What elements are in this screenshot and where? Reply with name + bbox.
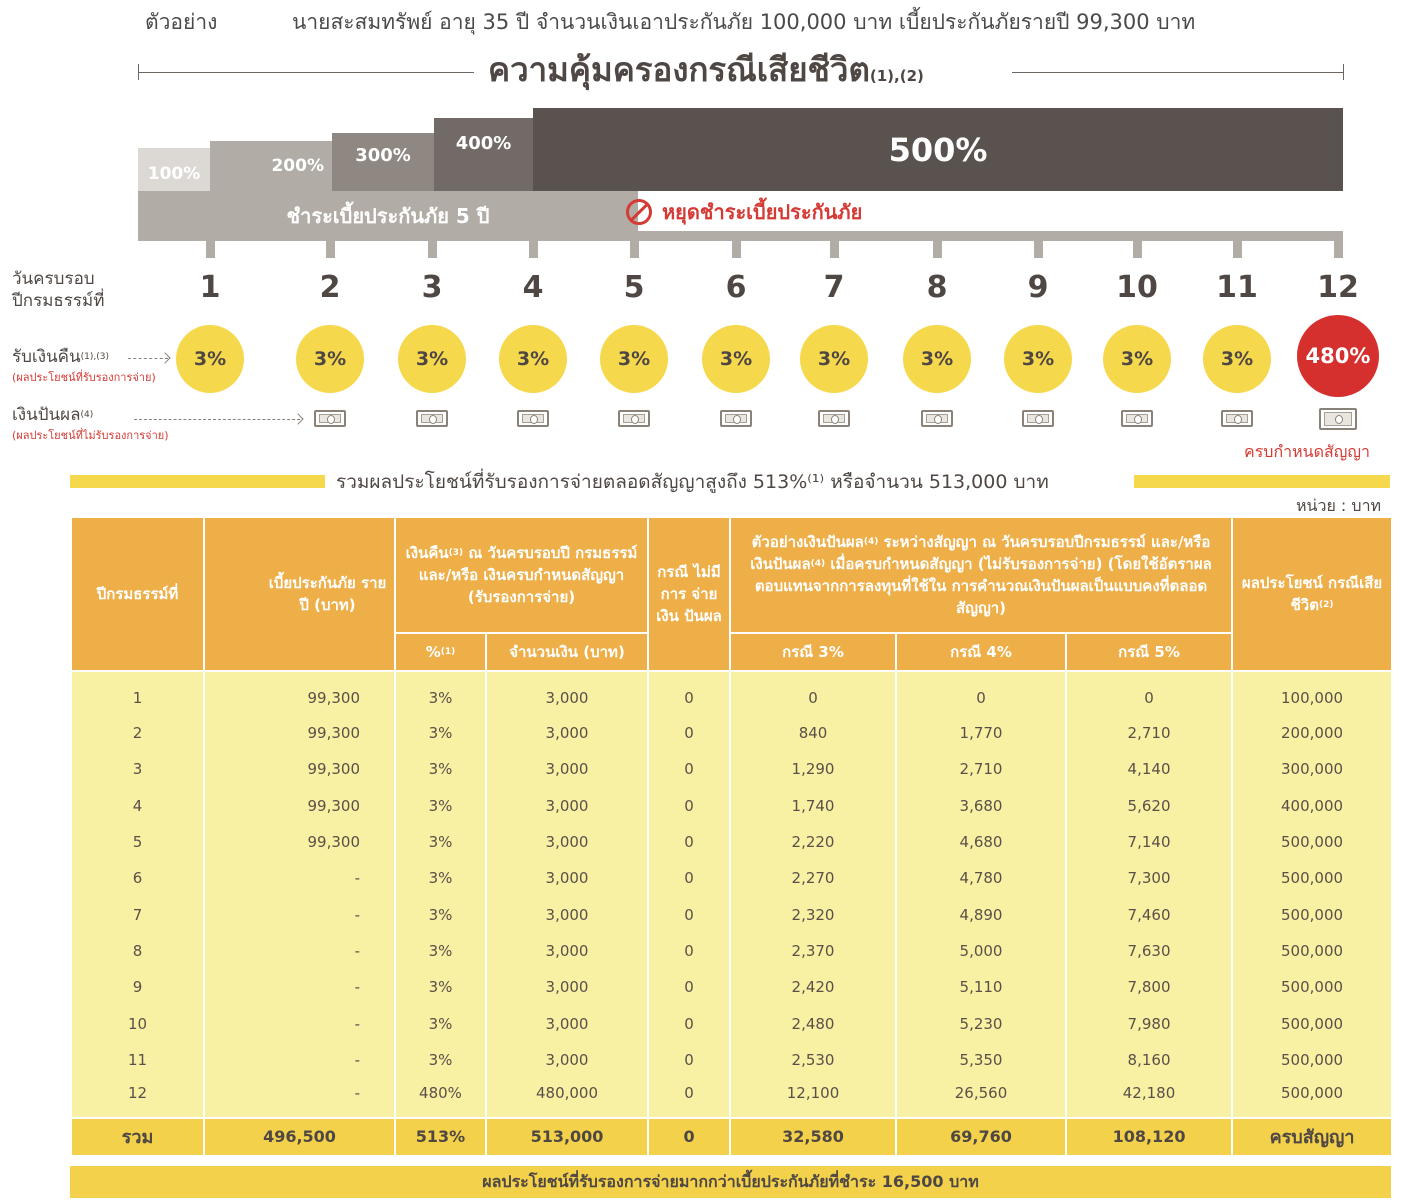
table-cell: 3,000 (486, 671, 648, 715)
table-cell: 7,630 (1066, 933, 1232, 969)
header-case-4: กรณี 4% (896, 633, 1066, 671)
banknote-icon (720, 410, 752, 427)
timeline-tick (830, 240, 839, 258)
table-cell: 500,000 (1232, 1005, 1392, 1041)
table-cell: 2 (71, 715, 204, 751)
table-cell: 2,530 (730, 1042, 896, 1078)
table-cell: 8,160 (1066, 1042, 1232, 1078)
table-cell: 1 (71, 671, 204, 715)
table-cell: - (204, 896, 395, 932)
header-no-dividend: กรณี ไม่มีการ จ่ายเงิน ปันผล (648, 517, 730, 671)
table-cell: 480% (395, 1078, 486, 1118)
table-cell: 2,480 (730, 1005, 896, 1041)
policy-year-number: 11 (1216, 270, 1258, 305)
table-cell: 3,000 (486, 860, 648, 896)
timeline-tick (428, 240, 437, 258)
cashback-coin: 3% (903, 325, 971, 393)
coverage-step-3: 300% (332, 133, 434, 191)
banknote-icon (618, 410, 650, 427)
coverage-step-5: 500% (533, 108, 1343, 191)
table-cell: 4,680 (896, 824, 1066, 860)
table-cell: 3% (395, 969, 486, 1005)
table-cell: 0 (648, 860, 730, 896)
table-cell: 0 (648, 1042, 730, 1078)
banknote-icon (1319, 408, 1357, 430)
banknote-icon (818, 410, 850, 427)
table-cell: 2,320 (730, 896, 896, 932)
cashback-coin: 3% (800, 325, 868, 393)
table-cell: 300,000 (1232, 751, 1392, 787)
total-cell: 108,120 (1066, 1118, 1232, 1156)
table-cell: 3,000 (486, 969, 648, 1005)
table-row (71, 824, 1392, 860)
table-cell: 1,740 (730, 788, 896, 824)
total-benefit-text: รวมผลประโยชน์ที่รับรองการจ่ายตลอดสัญญาสูงถึง 513%⁽¹⁾ หรือจำนวน 513,000 บาท (336, 471, 1049, 493)
timeline-tick (933, 240, 942, 258)
policy-year-number: 4 (522, 270, 544, 305)
table-cell: 7,800 (1066, 969, 1232, 1005)
table-cell: - (204, 860, 395, 896)
table-cell: 6 (71, 860, 204, 896)
table-cell: 5,110 (896, 969, 1066, 1005)
total-cell: 513,000 (486, 1118, 648, 1156)
policy-year-number: 10 (1116, 270, 1158, 305)
table-cell: 0 (648, 671, 730, 715)
banknote-icon (517, 410, 549, 427)
table-row (71, 751, 1392, 787)
timeline-tick (1233, 240, 1242, 258)
cashback-coin: 3% (296, 325, 364, 393)
timeline-tick (1034, 240, 1043, 258)
table-cell: 3,000 (486, 751, 648, 787)
table-cell: 0 (648, 933, 730, 969)
table-cell: 200,000 (1232, 715, 1392, 751)
table-cell: 3 (71, 751, 204, 787)
table-cell: 400,000 (1232, 788, 1392, 824)
table-cell: 3,000 (486, 824, 648, 860)
dividend-label: เงินปันผล$^{(4)}$ (ผลประโยชน์ที่ไม่รับรองการจ่าย) (12, 405, 169, 442)
table-cell: 12 (71, 1078, 204, 1118)
table-cell: 4,140 (1066, 751, 1232, 787)
table-cell: 12,100 (730, 1078, 896, 1118)
table-cell: 7 (71, 896, 204, 932)
timeline-tick (1133, 240, 1142, 258)
table-cell: 3% (395, 1042, 486, 1078)
table-cell: 8 (71, 933, 204, 969)
header-case-5: กรณี 5% (1066, 633, 1232, 671)
coverage-step-4: 400% (434, 118, 533, 191)
table-cell: 100,000 (1232, 671, 1392, 715)
header-policy-year: ปีกรมธรรม์ที่ (71, 517, 204, 671)
total-label: รวม (71, 1118, 204, 1156)
table-cell: 11 (71, 1042, 204, 1078)
policy-year-number: 12 (1317, 270, 1359, 305)
summary-bar-left (70, 475, 325, 488)
anniversary-label: วันครบรอบ ปีกรมธรรม์ที่ (12, 269, 105, 311)
table-row (71, 860, 1392, 896)
stop-payment-text: หยุดชำระเบี้ยประกันภัย (662, 200, 863, 224)
table-cell: - (204, 1005, 395, 1041)
table-cell: - (204, 969, 395, 1005)
header-amount: จำนวนเงิน (บาท) (486, 633, 648, 671)
table-row (71, 1005, 1392, 1041)
header-percent: %$^{(1)}$ (395, 633, 486, 671)
table-cell: 3% (395, 933, 486, 969)
total-cell: 32,580 (730, 1118, 896, 1156)
table-cell: 7,460 (1066, 896, 1232, 932)
total-cell: 69,760 (896, 1118, 1066, 1156)
table-body (71, 671, 1392, 1118)
total-cell: 513% (395, 1118, 486, 1156)
table-cell: 9 (71, 969, 204, 1005)
summary-bar-right (1134, 475, 1390, 488)
policy-year-number: 1 (199, 270, 221, 305)
cashback-coin: 3% (702, 325, 770, 393)
table-cell: 500,000 (1232, 933, 1392, 969)
table-cell: 3% (395, 824, 486, 860)
maturity-coin: 480% (1297, 315, 1379, 397)
title-tick-right (1343, 64, 1344, 80)
cashback-coin: 3% (176, 325, 244, 393)
total-cell: ครบสัญญา (1232, 1118, 1392, 1156)
table-cell: 0 (648, 896, 730, 932)
table-cell: - (204, 1042, 395, 1078)
premium-payment-bar: ชำระเบี้ยประกันภัย 5 ปี (138, 191, 638, 241)
table-cell: 1,290 (730, 751, 896, 787)
table-cell: 500,000 (1232, 969, 1392, 1005)
table-row (71, 715, 1392, 751)
table-cell: 3% (395, 751, 486, 787)
table-row (71, 896, 1392, 932)
table-cell: 7,300 (1066, 860, 1232, 896)
excess-benefit-note: ผลประโยชน์ที่รับรองการจ่ายมากกว่าเบี้ยประกันภัยที่ชำระ 16,500 บาท (70, 1166, 1391, 1198)
table-cell: 0 (896, 671, 1066, 715)
table-cell: 2,370 (730, 933, 896, 969)
table-total-row (71, 1118, 1392, 1156)
table-cell: 4,890 (896, 896, 1066, 932)
cashback-coin: 3% (1203, 325, 1271, 393)
dividend-arrow-line (134, 419, 300, 420)
header-dividend: ตัวอย่างเงินปันผล$^{(4)}$ ระหว่างสัญญา ณ วันครบรอบปีกรมธรรม์ และ/หรือเงินปันผล$^{(4)}$ เมื่อครบกำหนดสัญญา (ไม่รับรองการจ่าย) (โดยใช้อัตราผลตอบแทนจากการลงทุนที่ใช้ใน การคำนวณเงินปันผลเป็นแบบคงที่ตลอดสัญญา) (730, 517, 1232, 633)
table-row (71, 788, 1392, 824)
table-cell: 3% (395, 860, 486, 896)
table-cell: 0 (648, 824, 730, 860)
table-cell: 840 (730, 715, 896, 751)
table-cell: 26,560 (896, 1078, 1066, 1118)
table-cell: 4,780 (896, 860, 1066, 896)
cashback-coin: 3% (398, 325, 466, 393)
cashback-coin: 3% (1004, 325, 1072, 393)
table-cell: 3% (395, 671, 486, 715)
table-cell: 5,000 (896, 933, 1066, 969)
table-cell: 500,000 (1232, 1078, 1392, 1118)
header-premium: เบี้ยประกันภัย รายปี (บาท) (204, 517, 395, 671)
total-cell: 496,500 (204, 1118, 395, 1156)
table-cell: 3,000 (486, 896, 648, 932)
title-tick-left (138, 64, 139, 80)
table-cell: 5,620 (1066, 788, 1232, 824)
table-cell: 0 (730, 671, 896, 715)
title-line-right (1012, 72, 1344, 73)
table-cell: - (204, 1078, 395, 1118)
table-cell: 3,000 (486, 715, 648, 751)
table-cell: 0 (1066, 671, 1232, 715)
table-cell: 480,000 (486, 1078, 648, 1118)
timeline-tick (326, 240, 335, 258)
table-cell: 3,000 (486, 788, 648, 824)
table-row (71, 1042, 1392, 1078)
table-cell: 5,230 (896, 1005, 1066, 1041)
header-case-3: กรณี 3% (730, 633, 896, 671)
table-cell: - (204, 933, 395, 969)
table-cell: 1,770 (896, 715, 1066, 751)
table-cell: 0 (648, 751, 730, 787)
table-cell: 0 (648, 788, 730, 824)
table-cell: 3,000 (486, 1005, 648, 1041)
table-cell: 3,000 (486, 1042, 648, 1078)
benefit-table (70, 516, 1393, 1157)
policy-year-number: 6 (725, 270, 747, 305)
table-row (71, 933, 1392, 969)
banknote-icon (1121, 410, 1153, 427)
policy-year-number: 5 (623, 270, 645, 305)
cashback-coin: 3% (600, 325, 668, 393)
cashback-coin: 3% (499, 325, 567, 393)
total-cell: 0 (648, 1118, 730, 1156)
coverage-step-2: 200% (210, 141, 332, 191)
table-cell: 2,270 (730, 860, 896, 896)
table-cell: 2,710 (896, 751, 1066, 787)
table-cell: 2,220 (730, 824, 896, 860)
table-cell: 3% (395, 715, 486, 751)
header-death-benefit: ผลประโยชน์ กรณีเสียชีวิต$^{(2)}$ (1232, 517, 1392, 671)
prohibited-icon (626, 199, 652, 225)
table-cell: 0 (648, 715, 730, 751)
table-row (71, 969, 1392, 1005)
stop-payment-label (626, 196, 862, 228)
table-cell: 99,300 (204, 824, 395, 860)
table-cell: 500,000 (1232, 824, 1392, 860)
table-row (71, 1078, 1392, 1118)
policy-year-number: 8 (926, 270, 948, 305)
title-line-left (138, 72, 474, 73)
table-cell: 5 (71, 824, 204, 860)
table-cell: 0 (648, 1078, 730, 1118)
table-cell: 2,420 (730, 969, 896, 1005)
table-cell: 10 (71, 1005, 204, 1041)
table-cell: 500,000 (1232, 896, 1392, 932)
header-cashback: เงินคืน$^{(3)}$ ณ วันครบรอบปี กรมธรรม์ และ/หรือ เงินครบกำหนดสัญญา (รับรองการจ่าย) (395, 517, 648, 633)
policy-year-number: 7 (823, 270, 845, 305)
timeline-tick (529, 240, 538, 258)
coverage-step-1: 100% (138, 148, 210, 191)
timeline-tick (206, 240, 215, 258)
banknote-icon (1022, 410, 1054, 427)
banknote-icon (921, 410, 953, 427)
dividend-arrow-icon (292, 413, 303, 424)
table-cell: 3% (395, 1005, 486, 1041)
table-cell: 99,300 (204, 715, 395, 751)
policy-year-number: 2 (319, 270, 341, 305)
table-cell: 0 (648, 1005, 730, 1041)
timeline-tick (630, 240, 639, 258)
timeline-tick (1334, 240, 1343, 258)
cashback-arrow-icon (159, 352, 170, 363)
example-description: นายสะสมทรัพย์ อายุ 35 ปี จำนวนเงินเอาประกันภัย 100,000 บาท เบี้ยประกันภัยรายปี 99,300 บาท (292, 10, 1196, 34)
table-row (71, 671, 1392, 715)
table-cell: 3,000 (486, 933, 648, 969)
table-cell: 4 (71, 788, 204, 824)
table-cell: 500,000 (1232, 860, 1392, 896)
unit-label: หน่วย : บาท (1296, 496, 1382, 515)
coverage-title: ความคุ้มครองกรณีเสียชีวิต$^{(1),(2)}$ (488, 50, 924, 89)
table-cell: 5,350 (896, 1042, 1066, 1078)
policy-year-number: 3 (421, 270, 443, 305)
timeline-tick (732, 240, 741, 258)
table-cell: 0 (648, 969, 730, 1005)
table-cell: 3,680 (896, 788, 1066, 824)
cashback-coin: 3% (1103, 325, 1171, 393)
table-cell: 42,180 (1066, 1078, 1232, 1118)
table-cell: 3% (395, 896, 486, 932)
table-cell: 7,140 (1066, 824, 1232, 860)
banknote-icon (416, 410, 448, 427)
policy-year-number: 9 (1027, 270, 1049, 305)
table-cell: 99,300 (204, 751, 395, 787)
banknote-icon (314, 410, 346, 427)
banknote-icon (1221, 410, 1253, 427)
table-cell: 2,710 (1066, 715, 1232, 751)
table-cell: 7,980 (1066, 1005, 1232, 1041)
example-label: ตัวอย่าง (145, 10, 218, 34)
table-cell: 500,000 (1232, 1042, 1392, 1078)
maturity-label: ครบกำหนดสัญญา (1244, 442, 1371, 461)
table-cell: 99,300 (204, 788, 395, 824)
table-cell: 3% (395, 788, 486, 824)
table-cell: 99,300 (204, 671, 395, 715)
cashback-label: รับเงินคืน$^{(1),(3)}$ (ผลประโยชน์ที่รับรองการจ่าย) (12, 347, 156, 384)
